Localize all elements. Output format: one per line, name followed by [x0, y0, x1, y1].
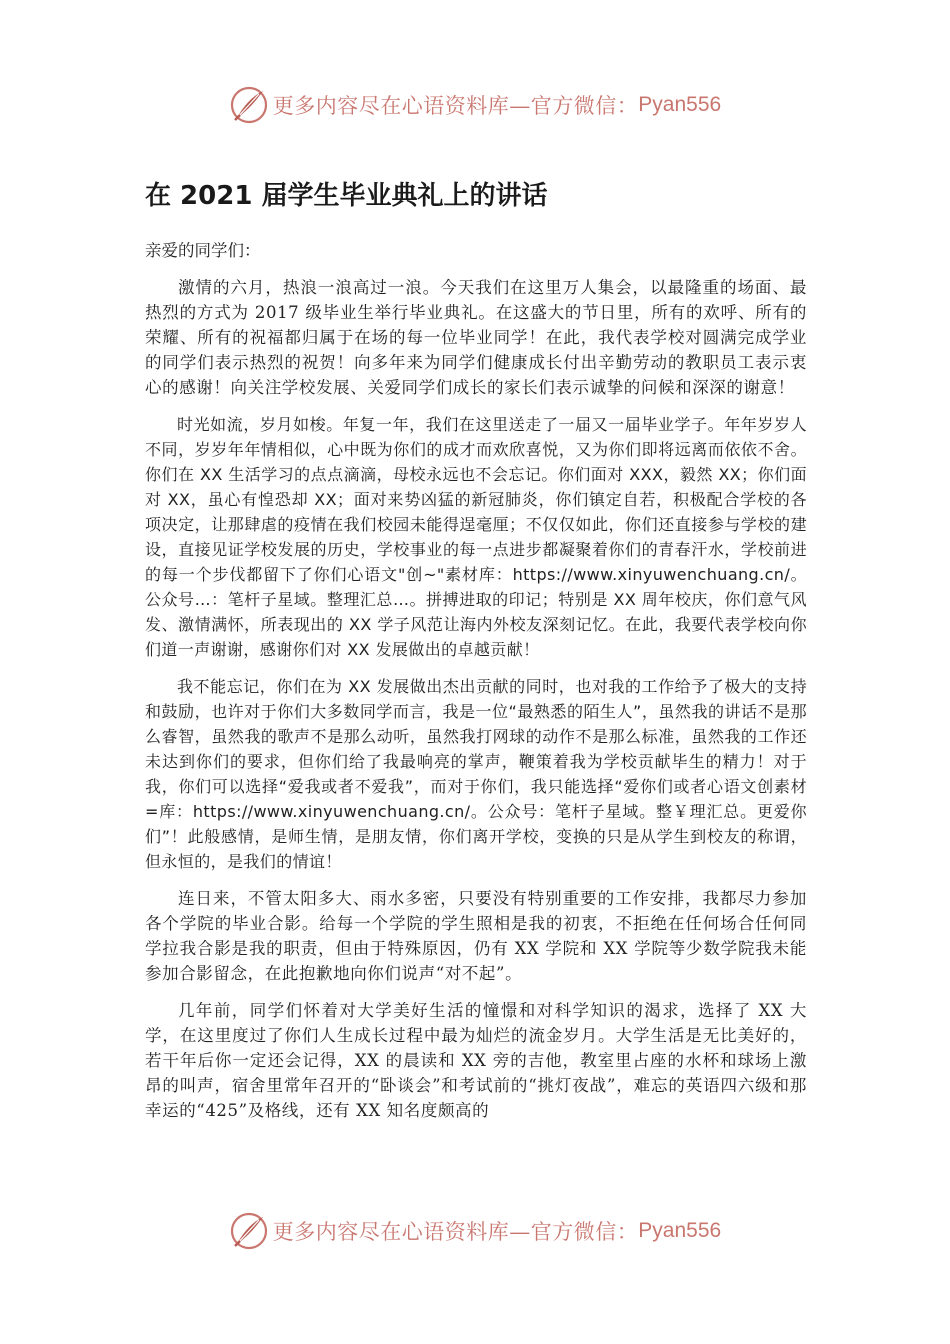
paragraph-3: 我不能忘记，你们在为 XX 发展做出杰出贡献的同时，也对我的工作给予了极大的支持和鼓励，也许对于你们大多数同学而言，我是一位“最熟悉的陌生人”，虽然我的讲话不是那么睿智，虽然我的歌声不是那么动听，虽然我打网球的动作不是那么标准，虽然我的工作还未达到你们的要求，但你们给了我最响亮的掌声，鞭策着我为学校贡献毕生的精力！对于我，你们可以选择“爱我或者不爱我”，而对于你们，我只能选择“爱你们或者心语文创素材=库：https://www.xinyuwenchuang.cn/。公众号：笔杆子星域。整￥理汇总。更爱你们”！此般感情，是师生情，是朋友情，你们离开学校，变换的只是从学生到校友的称谓，但永恒的，是我们的情谊！: [145, 677, 807, 871]
document-body: [145, 176, 807, 1135]
paragraph-4: 连日来，不管太阳多大、雨水多密，只要没有特别重要的工作安排，我都尽力参加各个学院的毕业合影。给每一个学院的学生照相是我的初衷，不拒绝在任何场合任何同学拉我合影是我的职责，但由于特殊原因，仍有 XX 学院和 XX 学院等少数学院我未能参加合影留念，在此抱歉地向你们说声“对不起”。: [145, 889, 807, 983]
header-banner: [0, 82, 950, 128]
banner-wechat-id: Pyan556: [638, 93, 722, 116]
banner-slogan: 更多内容尽在心语资料库—官方微信：: [272, 1220, 639, 1244]
feather-quill-logo-icon: [229, 1211, 269, 1251]
paragraph-1: 激情的六月，热浪一浪高过一浪。今天我们在这里万人集会，以最隆重的场面、最热烈的方式为 2017 级毕业生举行毕业典礼。在这盛大的节日里，所有的欢呼、所有的荣耀、所有的祝福都归属于在场的每一位毕业同学！在此，我代表学校对圆满完成学业的同学们表示热烈的祝贺！向多年来为同学们健康成长付出辛勤劳动的教职员工表示衷心的感谢！向关注学校发展、关爱同学们成长的家长们表示诚挚的问候和深深的谢意！: [145, 278, 807, 397]
salutation: 亲爱的同学们：: [145, 241, 261, 260]
feather-quill-logo-icon: [229, 85, 269, 125]
footer-banner: [0, 1208, 950, 1254]
paragraph-5: 几年前，同学们怀着对大学美好生活的憧憬和对科学知识的渴求，选择了 XX 大学，在这里度过了你们人生成长过程中最为灿烂的流金岁月。大学生活是无比美好的，若干年后你一定还会记得，XX 的晨读和 XX 旁的吉他，教室里占座的水杯和球场上激昂的叫声，宿舍里常年召开的“卧谈会”和考试前的“挑灯夜战”，难忘的英语四六级和那幸运的“425”及格线，还有 XX 知名度颇高的: [145, 1001, 807, 1120]
page-title: 在 2021 届学生毕业典礼上的讲话: [145, 181, 548, 211]
banner-wechat-id: Pyan556: [638, 1219, 722, 1242]
banner-slogan: 更多内容尽在心语资料库—官方微信：: [272, 94, 639, 118]
paragraph-2: 时光如流，岁月如梭。年复一年，我们在这里送走了一届又一届毕业学子。年年岁岁人不同，岁岁年年情相似，心中既为你们的成才而欢欣喜悦，又为你们即将远离而依依不舍。你们在 XX 生活学习的点点滴滴，母校永远也不会忘记。你们面对 XXX，毅然 XX；你们面对 XX，虽心有惶恐却 XX；面对来势凶猛的新冠肺炎，你们镇定自若，积极配合学校的各项决定，让那肆虐的疫情在我们校园未能得逞毫厘；不仅仅如此，你们还直接参与学校的建设，直接见证学校发展的历史，学校事业的每一点进步都凝聚着你们的青春汗水，学校前进的每一个步伐都留下了你们心语文"创~"素材库：https://www.xinyuwenchuang.cn/。公众号…：笔杆子星域。整理汇总…。拼搏进取的印记；特别是 XX 周年校庆，你们意气风发、激情满怀，所表现出的 XX 学子风范让海内外校友深刻记忆。在此，我要代表学校向你们道一声谢谢，感谢你们对 XX 发展做出的卓越贡献！: [145, 415, 807, 659]
